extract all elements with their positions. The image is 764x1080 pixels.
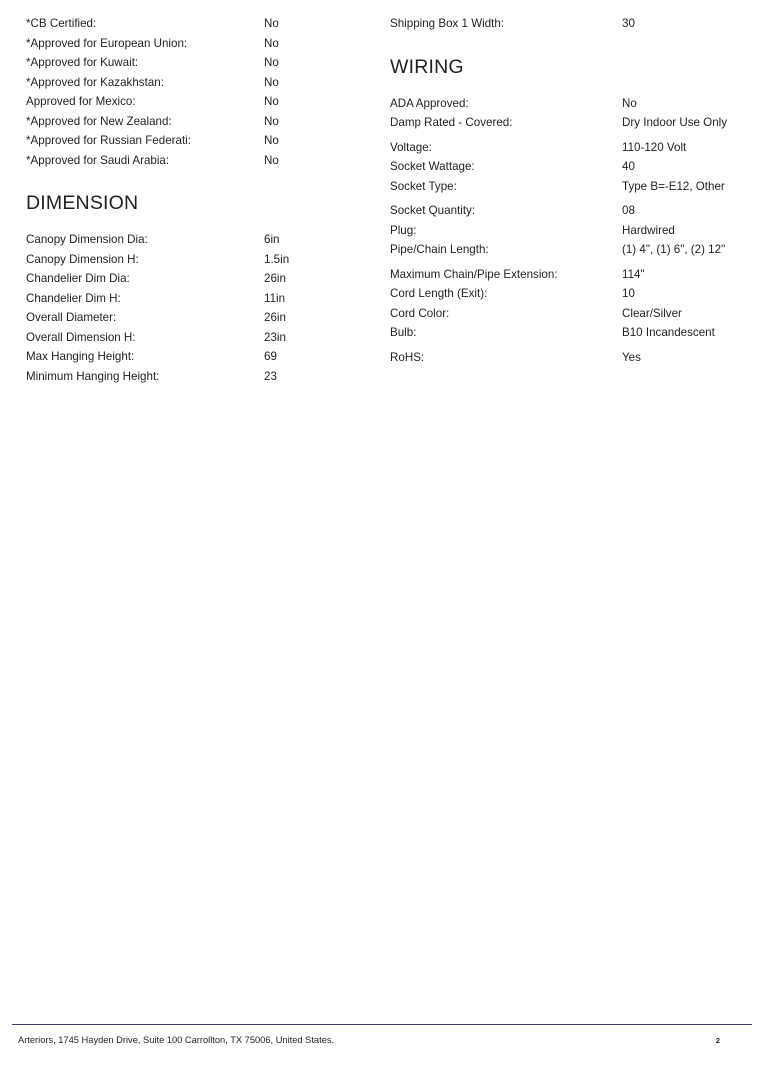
spec-row [26,230,384,250]
wiring-group-1 [390,94,742,133]
spec-value: (1) 4", (1) 6", (2) 12" [622,243,726,256]
section-heading-wiring: WIRING [390,55,464,78]
spec-label: *CB Certified: [26,17,97,30]
spec-value: 69 [264,350,277,363]
spec-label: Plug: [390,223,417,237]
spec-value: 26in [264,311,286,324]
spec-value: 110-120 Volt [622,140,687,154]
right-column [384,14,742,386]
wiring-group-4 [390,265,742,343]
spec-row [390,348,742,368]
spec-row [26,92,384,112]
spec-row [390,304,742,324]
spec-row [26,328,384,348]
wiring-group-2 [390,138,742,197]
spec-row [390,265,742,285]
spec-label: Pipe/Chain Length: [390,243,489,256]
spec-value: Type B=-E12, Other [622,179,725,193]
dimensions-list [26,230,384,386]
spec-row [26,347,384,367]
spec-label: Maximum Chain/Pipe Extension: [390,267,558,281]
spec-label: Bulb: [390,326,417,339]
spec-label: *Approved for Saudi Arabia: [26,153,170,167]
footer-divider [12,1024,752,1025]
spec-value: B10 Incandescent [622,326,715,339]
spec-row [26,250,384,270]
spec-label: Overall Dimension H: [26,330,136,344]
spec-label: Socket Wattage: [390,160,475,173]
spec-label: *Approved for Kazakhstan: [26,75,164,89]
spec-value: 26in [264,272,286,285]
spec-value: 6in [264,233,280,246]
spec-label: Minimum Hanging Height: [26,369,160,383]
spec-value: 30 [622,17,635,30]
spec-label: Shipping Box 1 Width: [390,17,505,30]
spec-value: No [264,56,279,69]
spec-label: Canopy Dimension H: [26,252,139,266]
section-heading-dimension: DIMENSION [26,192,139,214]
spec-label: Canopy Dimension Dia: [26,233,148,246]
spec-value: 23in [264,330,286,344]
spec-value: No [264,114,279,128]
spec-value: No [264,36,279,50]
spec-label: *Approved for European Union: [26,36,188,50]
spec-value: 23 [264,369,277,383]
spec-value: No [264,95,279,108]
spec-value: No [622,96,637,110]
spec-value: Hardwired [622,223,675,237]
spec-value: 10 [622,287,635,300]
spec-value: Dry Indoor Use Only [622,116,728,129]
shipping-list [390,14,742,34]
spec-row [26,289,384,309]
spec-row [390,113,742,133]
spec-label: Approved for Mexico: [26,95,136,108]
page-footer [0,1024,764,1080]
spec-label: Cord Color: [390,306,450,320]
spec-row [26,73,384,93]
spec-row [390,323,742,343]
spec-label: RoHS: [390,350,425,364]
spec-row [26,308,384,328]
left-column [26,14,384,386]
spec-label: Voltage: [390,140,432,154]
spec-label: *Approved for Kuwait: [26,56,139,69]
spec-row [390,94,742,114]
spec-label: *Approved for Russian Federati: [26,134,191,147]
certifications-list [26,14,384,170]
spec-value: 11in [264,291,286,305]
footer-page-number: 2 [715,1036,720,1045]
spec-label: Chandelier Dim Dia: [26,272,130,285]
spec-row [26,131,384,151]
spec-label: Overall Diameter: [26,311,117,324]
spec-value: 08 [622,204,635,217]
spec-label: ADA Approved: [390,96,469,110]
spec-row [390,221,742,241]
spec-label: Socket Type: [390,179,457,193]
spec-row [390,240,742,260]
spec-row [390,157,742,177]
spec-label: Damp Rated - Covered: [390,116,513,129]
footer-company-address: Arteriors, 1745 Hayden Drive, Suite 100 Carrollton, TX 75006, United States. [18,1035,335,1045]
spec-row [26,53,384,73]
wiring-group-5 [390,348,742,368]
spec-row [390,177,742,197]
spec-value: No [264,134,279,147]
spec-value: No [264,153,279,167]
spec-value: No [264,17,279,30]
spec-row [390,284,742,304]
spec-label: *Approved for New Zealand: [26,114,172,128]
spec-row [26,14,384,34]
spec-label: Max Hanging Height: [26,350,135,363]
spec-row [26,112,384,132]
spec-value: 40 [622,160,635,173]
spec-row [26,367,384,387]
spec-label: Chandelier Dim H: [26,291,121,305]
spec-row [26,151,384,171]
spec-row [390,14,742,34]
spec-row [390,201,742,221]
wiring-group-3 [390,201,742,260]
spec-value: 114" [622,267,645,281]
spec-value: Clear/Silver [622,306,682,320]
spec-label: Socket Quantity: [390,204,476,217]
spec-row [390,138,742,158]
spec-value: No [264,75,279,89]
spec-row [26,269,384,289]
spec-columns [0,0,764,386]
spec-value: Yes [622,350,641,364]
spec-value: 1.5in [264,252,290,266]
spec-row [26,34,384,54]
spec-label: Cord Length (Exit): [390,287,488,300]
